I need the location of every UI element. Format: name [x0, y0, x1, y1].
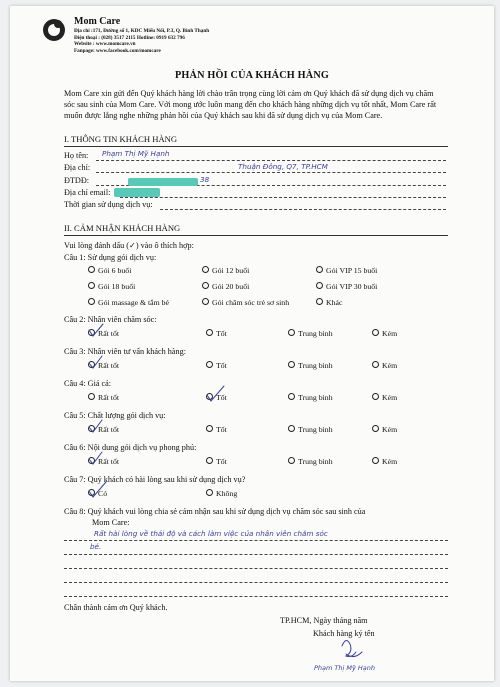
q4-option-good[interactable]: Tốt: [206, 393, 227, 402]
company-phone: Điện thoại : (028) 3517 2115 Hotline: 0919 632 796: [74, 34, 185, 41]
q8-answer-line-1[interactable]: [64, 540, 448, 541]
address-field-line[interactable]: [96, 172, 446, 173]
q8-label-continued: Mom Care:: [92, 518, 130, 527]
radio-circle-icon: [88, 457, 95, 464]
q6-label: Câu 6: Nội dung gói dịch vụ phong phú:: [64, 443, 197, 452]
q7-option-no[interactable]: Không: [206, 489, 237, 498]
radio-circle-icon: [88, 489, 95, 496]
company-fanpage: Fanpage: www.facebook.com/momcare: [74, 47, 161, 54]
signature-label: Khách hàng ký tên: [313, 629, 375, 638]
radio-circle-icon: [88, 329, 95, 336]
radio-circle-icon: [206, 457, 213, 464]
radio-circle-icon: [316, 298, 323, 305]
radio-circle-icon: [288, 457, 295, 464]
radio-circle-icon: [206, 393, 213, 400]
q5-option-average[interactable]: Trung bình: [288, 425, 333, 434]
radio-circle-icon: [202, 298, 209, 305]
signature-printed-name: Phạm Thị Mỹ Hạnh: [314, 664, 376, 672]
q3-option-poor[interactable]: Kém: [372, 361, 397, 370]
radio-circle-icon: [288, 361, 295, 368]
radio-circle-icon: [88, 425, 95, 432]
q2-option-good[interactable]: Tốt: [206, 329, 227, 338]
q5-label: Câu 5: Chất lượng gói dịch vụ:: [64, 411, 166, 420]
q5-option-very-good[interactable]: Rất tốt: [88, 425, 119, 434]
q8-answer-line-3[interactable]: [64, 568, 448, 569]
q5-option-poor[interactable]: Kém: [372, 425, 397, 434]
section-divider: [64, 146, 448, 147]
q6-option-average[interactable]: Trung bình: [288, 457, 333, 466]
q2-option-very-good[interactable]: Rất tốt: [88, 329, 119, 338]
radio-circle-icon: [88, 266, 95, 273]
q6-option-good[interactable]: Tốt: [206, 457, 227, 466]
q1-option-newborn[interactable]: Gói chăm sóc trẻ sơ sinh: [202, 298, 289, 307]
radio-circle-icon: [88, 393, 95, 400]
q8-label: Câu 8: Quý khách vui lòng chia sẻ cảm nhận sau khi sử dụng dịch vụ chăm sóc sau sinh của: [64, 507, 366, 516]
q1-option-20[interactable]: Gói 20 buổi: [202, 282, 249, 291]
radio-circle-icon: [316, 266, 323, 273]
radio-circle-icon: [372, 425, 379, 432]
address-label: Địa chỉ:: [64, 163, 91, 172]
q4-option-very-good[interactable]: Rất tốt: [88, 393, 119, 402]
feedback-form-page: [10, 6, 494, 681]
q8-answer-line-4[interactable]: [64, 582, 448, 583]
q7-option-yes[interactable]: Có: [88, 489, 107, 498]
address-handwritten: Thuận Đông, Q7, TP.HCM: [238, 162, 328, 171]
intro-paragraph: Mom Care xin gửi đến Quý khách hàng lời chào trân trọng cùng lời cảm ơn Quý khách đã sử dụng dịch vụ chăm sóc sau sinh của Mom Care. Với mong ước luôn mang đến cho khách hàng những dịch vụ tốt nhất, Mom Care rất muốn được lắng nghe những phản hồi của Quý khách sau khi đã sử dụng dịch vụ của Mom Care.: [64, 89, 437, 120]
redacted-phone: [128, 178, 198, 186]
radio-circle-icon: [372, 457, 379, 464]
radio-circle-icon: [316, 282, 323, 289]
name-handwritten: Phạm Thị Mỹ Hạnh: [102, 149, 170, 158]
radio-circle-icon: [288, 425, 295, 432]
phone-handwritten-suffix: 38: [200, 175, 210, 184]
phone-label: ĐTDĐ:: [64, 176, 90, 185]
company-address: Địa chỉ :171, Đường số 1, KDC Miếu Nổi, P.3, Q. Bình Thạnh: [74, 28, 210, 34]
service-time-field-line[interactable]: [160, 209, 446, 210]
email-label: Địa chỉ email:: [64, 188, 111, 197]
radio-circle-icon: [372, 329, 379, 336]
radio-circle-icon: [88, 298, 95, 305]
q6-option-poor[interactable]: Kém: [372, 457, 397, 466]
q3-option-very-good[interactable]: Rất tốt: [88, 361, 119, 370]
q4-option-poor[interactable]: Kém: [372, 393, 397, 402]
q2-option-poor[interactable]: Kém: [372, 329, 397, 338]
q8-answer-line-2[interactable]: [64, 554, 448, 555]
service-time-label: Thời gian sử dụng dịch vụ:: [64, 200, 153, 209]
radio-circle-icon: [288, 329, 295, 336]
q1-option-6[interactable]: Gói 6 buổi: [88, 266, 131, 275]
q1-option-massage[interactable]: Gói massage & tắm bé: [88, 298, 169, 307]
radio-circle-icon: [206, 361, 213, 368]
radio-circle-icon: [206, 329, 213, 336]
section-feedback-heading: II. CẢM NHẬN KHÁCH HÀNG: [64, 223, 181, 233]
radio-circle-icon: [288, 393, 295, 400]
date-line: TP.HCM, Ngày tháng năm: [280, 616, 368, 625]
q5-option-good[interactable]: Tốt: [206, 425, 227, 434]
q4-option-average[interactable]: Trung bình: [288, 393, 333, 402]
q3-label: Câu 3: Nhân viên tư vấn khách hàng:: [64, 347, 186, 356]
radio-circle-icon: [206, 489, 213, 496]
q1-label: Câu 1: Sử dụng gói dịch vụ:: [64, 253, 157, 262]
q1-option-12[interactable]: Gói 12 buổi: [202, 266, 249, 275]
brand-name: Mom Care: [74, 16, 121, 27]
section-customer-info-heading: I. THÔNG TIN KHÁCH HÀNG: [64, 134, 178, 144]
q8-handwritten-answer-continued: bé.: [90, 542, 102, 551]
q8-answer-line-5[interactable]: [64, 596, 448, 597]
q2-option-average[interactable]: Trung bình: [288, 329, 333, 338]
q8-handwritten-answer: Rất hài lòng về thái độ và cách làm việc của nhân viên chăm sóc: [94, 529, 328, 538]
redacted-email: [114, 188, 160, 197]
radio-circle-icon: [372, 393, 379, 400]
instruction-text: Vui lòng đánh dấu (✓) vào ô thích hợp:: [64, 241, 194, 250]
mom-care-logo-icon: [40, 16, 68, 42]
q4-label: Câu 4: Giá cả:: [64, 379, 112, 388]
q1-option-vip30[interactable]: Gói VIP 30 buổi: [316, 282, 377, 291]
q3-option-average[interactable]: Trung bình: [288, 361, 333, 370]
radio-circle-icon: [372, 361, 379, 368]
name-label: Họ tên:: [64, 151, 89, 160]
q1-option-other[interactable]: Khác: [316, 298, 342, 307]
radio-circle-icon: [202, 282, 209, 289]
name-field-line[interactable]: [96, 160, 446, 161]
q6-option-very-good[interactable]: Rất tốt: [88, 457, 119, 466]
q3-option-good[interactable]: Tốt: [206, 361, 227, 370]
form-title: PHẢN HỒI CỦA KHÁCH HÀNG: [174, 70, 330, 81]
q1-option-18[interactable]: Gói 18 buổi: [88, 282, 135, 291]
section-divider: [64, 235, 448, 236]
signature-mark-icon: [342, 640, 362, 656]
closing-thanks: Chân thành cảm ơn Quý khách.: [64, 603, 168, 612]
q2-label: Câu 2: Nhân viên chăm sóc:: [64, 315, 157, 324]
radio-circle-icon: [206, 425, 213, 432]
q1-option-vip15[interactable]: Gói VIP 15 buổi: [316, 266, 377, 275]
radio-circle-icon: [88, 361, 95, 368]
company-website: Website : www.momcare.vn: [74, 41, 136, 48]
radio-circle-icon: [202, 266, 209, 273]
radio-circle-icon: [88, 282, 95, 289]
email-field-line[interactable]: [120, 197, 446, 198]
q7-label: Câu 7: Quý khách có hài lòng sau khi sử dụng dịch vụ?: [64, 475, 246, 484]
